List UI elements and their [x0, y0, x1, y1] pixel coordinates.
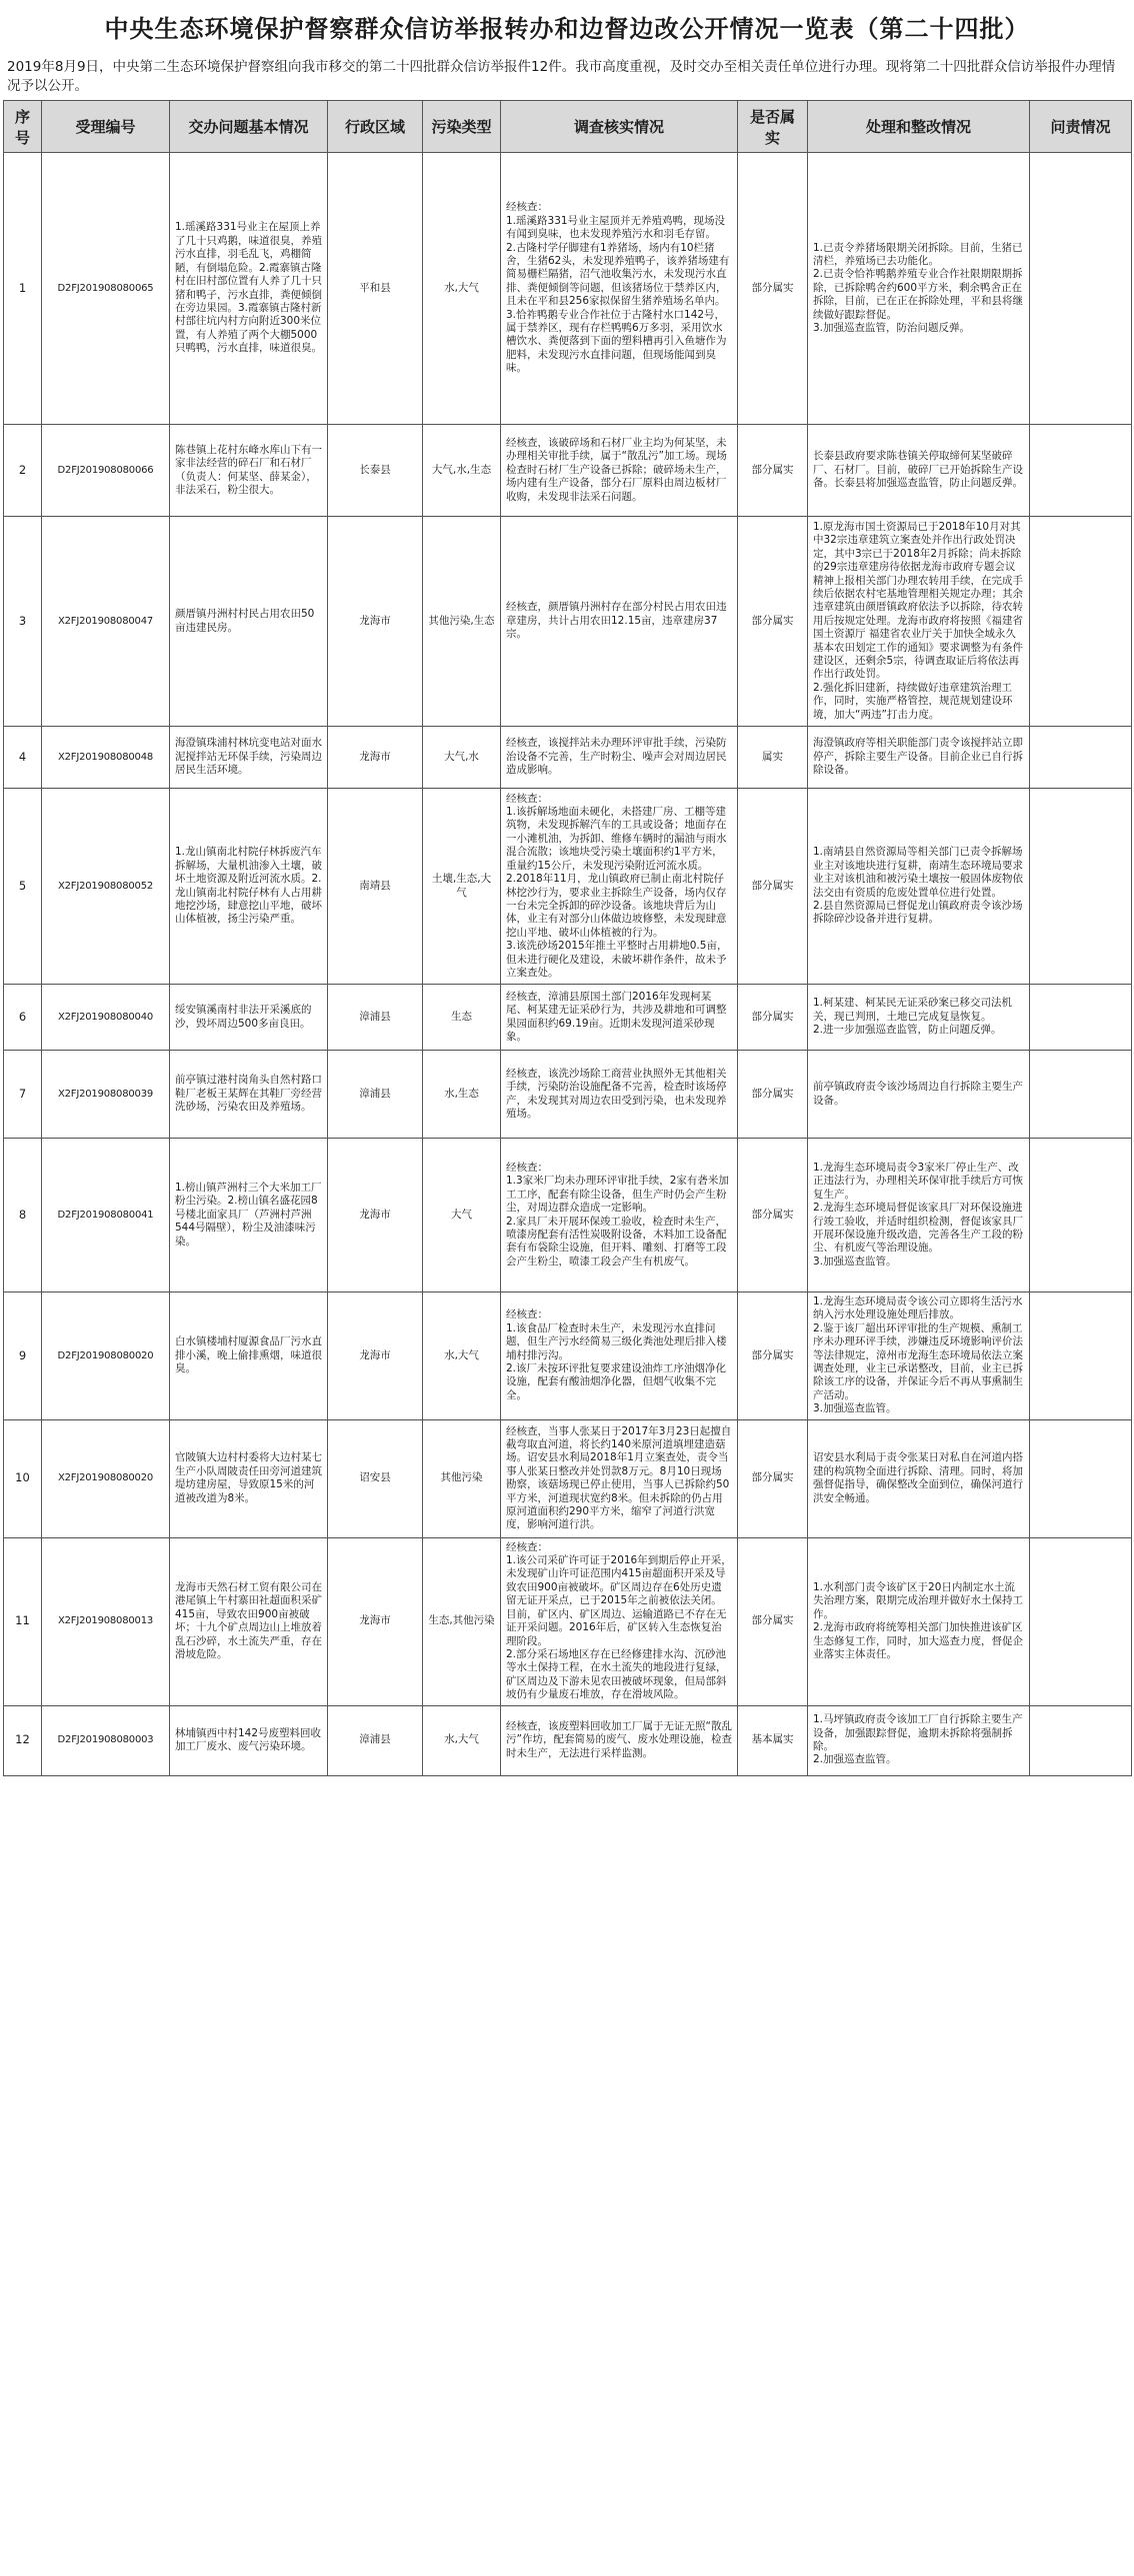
handling-measures-cell: 1.南靖县自然资源局等相关部门已责令拆解场业主对该地块进行复耕，南靖生态环境局要求业主对该机油和被污染土壤按一般固体废物依法交由有资质的危废处置单位进行处置。 2.县自然资源局已督促龙山镇政府责令该沙场拆除碎沙设备并进行复耕。 [808, 789, 1030, 985]
table-row [4, 1705, 1132, 1775]
accountability-cell [1030, 1292, 1132, 1420]
row-number-cell: 6 [4, 985, 42, 1051]
issue-summary-cell: 龙海市天然石材工贸有限公司在港尾镇上午村寨田社超面积采矿415亩，导致农田900亩被破坏；十九个矿点周边山上堆放着乱石沙碎，水土流失严重，存在滑坡危险。 [170, 1537, 328, 1705]
header-issue: 交办问题基本情况 [170, 101, 328, 153]
accept-code-cell: D2FJ201908080041 [42, 1139, 170, 1292]
handling-measures-cell: 前亭镇政府责令该沙场周边自行拆除主要生产设备。 [808, 1051, 1030, 1139]
admin-region-cell: 南靖县 [328, 789, 423, 985]
accept-code-cell: X2FJ201908080048 [42, 727, 170, 789]
table-row [4, 1051, 1132, 1139]
issue-summary-cell: 陈巷镇上花村东峰水库山下有一家非法经营的碎石厂和石材厂（负责人：何某坚、薛某金），非法采石，粉尘很大。 [170, 425, 328, 517]
table-row [4, 425, 1132, 517]
survey-findings-cell: 经核查： 1.该拆解场地面未硬化，未搭建厂房、工棚等建筑物，未发现拆解汽车的工具或设备；地面存在一小滩机油，为拆卸、维修车辆时的漏油与雨水混合流散；该地块受污染土壤面积约1平方米，重量约15公斤，未发现污染附近河流水质。 2.2018年11月，龙山镇政府已制止南北村院仔林挖沙行为，要求业主拆除生产设备，场内仅存一台未完全拆卸的碎沙设备。该地块背后为山体，业主有对部分山体做边坡修整，未发现肆意挖山平地、破坏山体植被的行为。 3.该洗砂场2015年推土平整时占用耕地0.5亩，但未进行硬化及建设，未破坏耕作条件，故未予立案查处。 [501, 789, 738, 985]
header-survey: 调查核实情况 [501, 101, 738, 153]
survey-findings-cell: 经核查，漳浦县原国土部门2016年发现柯某尾、柯某建无证采砂行为，共涉及耕地和可调整果园面积约69.19亩。近期未发现河道采砂现象。 [501, 985, 738, 1051]
row-number-cell: 4 [4, 727, 42, 789]
verdict-cell: 部分属实 [738, 1537, 808, 1705]
admin-region-cell: 漳浦县 [328, 985, 423, 1051]
table-row [4, 727, 1132, 789]
intro-paragraph: 2019年8月9日，中央第二生态环境保护督察组向我市移交的第二十四批群众信访举报件12件。我市高度重视，及时交办至相关责任单位进行办理。现将第二十四批群众信访举报件办理情况予以公开。 [7, 59, 1116, 94]
accept-code-cell: X2FJ201908080040 [42, 985, 170, 1051]
report-table [3, 100, 1132, 1776]
header-no: 序号 [4, 101, 42, 153]
table-header-row [4, 101, 1132, 153]
row-number-cell: 12 [4, 1705, 42, 1775]
accountability-cell [1030, 1139, 1132, 1292]
accept-code-cell: X2FJ201908080020 [42, 1419, 170, 1537]
accept-code-cell: D2FJ201908080003 [42, 1705, 170, 1775]
table-row [4, 1292, 1132, 1420]
row-number-cell: 11 [4, 1537, 42, 1705]
survey-findings-cell: 经核查： 1.该公司采矿许可证于2016年到期后停止开采，未发现矿山许可证范围内415亩超面积开采及导致农田900亩被破坏。矿区周边存在6处历史遗留无证开采点，已于2015年之前被依法关闭。目前，矿区内、矿区周边、运输道路已不存在无证开采问题。2016年后，矿区转入生态恢复治理阶段。 2.部分采石场地区存在已经修建排水沟、沉砂池等水土保持工程，在水土流失的地段进行复绿，矿区周边及下游未见农田被破坏现象，但局部斜坡仍有少量废石堆放，存在滑坡风险。 [501, 1537, 738, 1705]
issue-summary-cell: 官陂镇大边村村委将大边村某七生产小队周陂责任田旁河道建筑堤坊建房屋，导致原15米的河道被改道为8米。 [170, 1419, 328, 1537]
row-number-cell: 7 [4, 1051, 42, 1139]
accept-code-cell: X2FJ201908080013 [42, 1537, 170, 1705]
admin-region-cell: 龙海市 [328, 1537, 423, 1705]
pollution-type-cell: 大气,水 [423, 727, 501, 789]
verdict-cell: 部分属实 [738, 1419, 808, 1537]
survey-findings-cell: 经核查，该搅拌站未办理环评审批手续，污染防治设备不完善，生产时粉尘、噪声会对周边居民造成影响。 [501, 727, 738, 789]
handling-measures-cell: 1.柯某建、柯某民无证采砂案已移交司法机关，现已判刑，土地已完成复垦恢复。 2.进一步加强巡查监管，防止问题反弹。 [808, 985, 1030, 1051]
table-row [4, 517, 1132, 727]
row-number-cell: 8 [4, 1139, 42, 1292]
accept-code-cell: D2FJ201908080066 [42, 425, 170, 517]
row-number-cell: 3 [4, 517, 42, 727]
accept-code-cell: D2FJ201908080065 [42, 153, 170, 425]
row-number-cell: 2 [4, 425, 42, 517]
admin-region-cell: 漳浦县 [328, 1705, 423, 1775]
issue-summary-cell: 1.榜山镇芦洲村三个大米加工厂粉尘污染。2.榜山镇名盛花园8号楼北面家具厂（芦洲村芦洲544号隔壁），粉尘及油漆味污染。 [170, 1139, 328, 1292]
accept-code-cell: X2FJ201908080047 [42, 517, 170, 727]
verdict-cell: 部分属实 [738, 153, 808, 425]
accept-code-cell: D2FJ201908080020 [42, 1292, 170, 1420]
pollution-type-cell: 其他污染 [423, 1419, 501, 1537]
verdict-cell: 部分属实 [738, 1051, 808, 1139]
issue-summary-cell: 林埔镇西中村142号废塑料回收加工厂废水、废气污染环境。 [170, 1705, 328, 1775]
accept-code-cell: X2FJ201908080039 [42, 1051, 170, 1139]
survey-findings-cell: 经核查，当事人张某日于2017年3月23日起擅自截弯取直河道，将长约140米原河道填埋建造菇场。诏安县水利局2018年1月立案查处，责令当事人张某日整改并处罚款8万元。8月10日现场勘察，该菇场现已停止使用，当事人已拆除约50平方米，河道现状宽约8米。但未拆除的仍占用原河道面积约290平方米，缩窄了河道行洪宽度，影响河道行洪。 [501, 1419, 738, 1537]
admin-region-cell: 龙海市 [328, 1139, 423, 1292]
accountability-cell [1030, 727, 1132, 789]
survey-findings-cell: 经核查： 1.瑶溪路331号业主屋顶并无养殖鸡鸭，现场没有闻到臭味，也未发现养殖污水和羽毛存留。 2.古隆村学仔脚建有1养猪场，场内有10栏猪舍，生猪62头，未发现养殖鸭子，该养猪场建有简易栅栏隔猪，沼气池收集污水，未发现污水直排、粪便倾倒等问题，但该猪场位于禁养区内，且未在平和县256家拟保留生猪养殖场名单内。 3.恰祚鸭鹅专业合作社位于古隆村水口142号，属于禁养区，现有存栏鸭鸭6万多羽，采用饮水槽饮水、粪便落到下面的塑料槽再引入鱼塘作为肥料，未发现污水直排问题，但现场能闻到臭味。 [501, 153, 738, 425]
verdict-cell: 部分属实 [738, 1292, 808, 1420]
verdict-cell: 属实 [738, 727, 808, 789]
header-region: 行政区域 [328, 101, 423, 153]
header-type: 污染类型 [423, 101, 501, 153]
pollution-type-cell: 水,大气 [423, 1705, 501, 1775]
pollution-type-cell: 其他污染,生态 [423, 517, 501, 727]
handling-measures-cell: 1.原龙海市国土资源局已于2018年10月对其中32宗违章建筑立案查处并作出行政处罚决定，其中3宗已于2018年2月拆除；尚未拆除的29宗违章建房待依据龙海市政府专题会议精神上报相关部门办理农转用手续，在完成手续后依据农村宅基地管理相关规定办理；其余违章建筑由颜厝镇政府依法予以拆除，待农转用后按规定处理。龙海市政府将按照《福建省国土资源厅 福建省农业厅关于加快全域永久基本农田划定工作的通知》要求调整为有条件建设区，还剩余5宗，待调查取证后将依法再作出行政处罚。 2.强化拆旧建新，持续做好违章建筑治理工作，同时，实施严格管控，规范规划建设环境，加大“两违”打击力度。 [808, 517, 1030, 727]
row-number-cell: 9 [4, 1292, 42, 1420]
survey-findings-cell: 经核查，该破碎场和石材厂业主均为何某坚，未办理相关审批手续，属于“散乱污”加工场。现场检查时石材厂生产设备已拆除；破碎场未生产，场内建有生产设备，部分石厂原料由周边板材厂收购，未发现非法采石问题。 [501, 425, 738, 517]
verdict-cell: 部分属实 [738, 789, 808, 985]
row-number-cell: 5 [4, 789, 42, 985]
document-title: 中央生态环境保护督察群众信访举报转办和边督边改公开情况一览表（第二十四批） [104, 15, 1030, 43]
issue-summary-cell: 1.龙山镇南北村院仔林拆废汽车拆解场，大量机油渗入土壤，破坏土地资源及附近河流水质。2.龙山镇南北村院仔林有人占用耕地挖沙场，肆意挖山平地，破坏山体植被，扬尘污染严重。 [170, 789, 328, 985]
table-row [4, 1537, 1132, 1705]
survey-findings-cell: 经核查，该废塑料回收加工厂属于无证无照“散乱污”作坊，配套简易的废气、废水处理设施，检查时未生产，无法进行采样监测。 [501, 1705, 738, 1775]
table-row [4, 1419, 1132, 1537]
accountability-cell [1030, 1419, 1132, 1537]
accept-code-cell: X2FJ201908080052 [42, 789, 170, 985]
row-number-cell: 1 [4, 153, 42, 425]
accountability-cell [1030, 153, 1132, 425]
handling-measures-cell: 长泰县政府要求陈巷镇关停取缔何某坚破碎厂、石材厂。目前，破碎厂已开始拆除生产设备。长泰县将加强巡查监管，防止问题反弹。 [808, 425, 1030, 517]
header-accountability: 问责情况 [1030, 101, 1132, 153]
pollution-type-cell: 大气,水,生态 [423, 425, 501, 517]
accountability-cell [1030, 1051, 1132, 1139]
table-row [4, 789, 1132, 985]
verdict-cell: 部分属实 [738, 425, 808, 517]
handling-measures-cell: 1.龙海生态环境局责令3家米厂停止生产、改正违法行为，办理相关环保审批手续后方可恢复生产。 2.龙海生态环境局督促该家具厂对环保设施进行竣工验收，并适时组织检测，督促该家具厂开展环保设施升级改造，完善各生产工段的粉尘、有机废气等治理设施。 3.加强巡查监管。 [808, 1139, 1030, 1292]
survey-findings-cell: 经核查： 1.该食品厂检查时未生产，未发现污水直排问题，但生产污水经简易三级化粪池处理后排入楼埔村排污沟。 2.该厂未按环评批复要求建设油炸工序油烟净化设施，配套有酸油烟净化器，但烟气收集不完全。 [501, 1292, 738, 1420]
table-row [4, 985, 1132, 1051]
issue-summary-cell: 1.瑶溪路331号业主在屋顶上养了几十只鸡鹅，味道很臭，养殖污水直排，羽毛乱飞，鸡棚简陋，有倒塌危险。2.霞寨镇古隆村在旧村部位置有人养了几十只猪和鸭子，污水直排，粪便倾倒在旁边果园。3.霞寨镇古隆村新村部往坑内村方向附近300米位置，有人养殖了两个大棚5000只鸭鸭，污水直排，味道很臭。 [170, 153, 328, 425]
pollution-type-cell: 生态 [423, 985, 501, 1051]
handling-measures-cell: 诏安县水利局于责令张某日对私自在河道内搭建的构筑物全面进行拆除、清理。同时，将加强督促指导，确保整改全面到位，确保河道行洪安全畅通。 [808, 1419, 1030, 1537]
row-number-cell: 10 [4, 1419, 42, 1537]
verdict-cell: 部分属实 [738, 1139, 808, 1292]
accountability-cell [1030, 1537, 1132, 1705]
survey-findings-cell: 经核查： 1.3家米厂均未办理环评审批手续，2家有砻米加工工序，配套有除尘设备，但生产时仍会产生粉尘，对周边群众造成一定影响。 2.家具厂未开展环保竣工验收，检查时未生产，喷漆房配套有活性炭吸附设备，木料加工设备配套有布袋除尘设施，但开料、雕刻、打磨等工段会产生粉尘，喷漆工段会产生有机废气。 [501, 1139, 738, 1292]
handling-measures-cell: 1.已责令养猪场限期关闭拆除。目前，生猪已清栏，养殖场已去功能化。 2.已责令恰祚鸭鹅养殖专业合作社限期限期拆除，已拆除鸭舍约600平方米，剩余鸭舍正在拆除，目前，已在正在拆除处理，平和县将继续做好跟踪督促。 3.加强巡查监管，防治问题反弹。 [808, 153, 1030, 425]
handling-measures-cell: 1.水利部门责令该矿区于20日内制定水土流失治理方案，限期完成治理并做好水土保持工作。 2.龙海市政府将统筹相关部门加快推进该矿区生态修复工作，同时，加大巡查力度，督促企业落实主体责任。 [808, 1537, 1030, 1705]
issue-summary-cell: 前亭镇过港村岗角头自然村路口鞋厂老板王某辉在其鞋厂旁经营洗砂场，污染农田及养殖场。 [170, 1051, 328, 1139]
survey-findings-cell: 经核查，颜厝镇丹洲村存在部分村民占用农田违章建房，共计占用农田12.15亩，违章建房37宗。 [501, 517, 738, 727]
admin-region-cell: 平和县 [328, 153, 423, 425]
issue-summary-cell: 海澄镇珠浦村林坑变电站对面水泥搅拌站无环保手续，污染周边居民生活环境。 [170, 727, 328, 789]
header-verdict: 是否属实 [738, 101, 808, 153]
issue-summary-cell: 白水镇楼埔村厦源食品厂污水直排小溪，晚上偷排熏烟，味道很臭。 [170, 1292, 328, 1420]
admin-region-cell: 诏安县 [328, 1419, 423, 1537]
pollution-type-cell: 水,大气 [423, 153, 501, 425]
issue-summary-cell: 颜厝镇丹洲村村民占用农田50亩违建民房。 [170, 517, 328, 727]
accountability-cell [1030, 985, 1132, 1051]
accountability-cell [1030, 517, 1132, 727]
admin-region-cell: 龙海市 [328, 727, 423, 789]
admin-region-cell: 龙海市 [328, 1292, 423, 1420]
pollution-type-cell: 水,生态 [423, 1051, 501, 1139]
pollution-type-cell: 大气 [423, 1139, 501, 1292]
header-handling: 处理和整改情况 [808, 101, 1030, 153]
accountability-cell [1030, 1705, 1132, 1775]
admin-region-cell: 漳浦县 [328, 1051, 423, 1139]
pollution-type-cell: 生态,其他污染 [423, 1537, 501, 1705]
verdict-cell: 部分属实 [738, 985, 808, 1051]
verdict-cell: 基本属实 [738, 1705, 808, 1775]
accountability-cell [1030, 789, 1132, 985]
handling-measures-cell: 海澄镇政府等相关职能部门责令该搅拌站立即停产，拆除主要生产设备。目前企业已自行拆除设备。 [808, 727, 1030, 789]
survey-findings-cell: 经核查，该洗沙场除工商营业执照外无其他相关手续，污染防治设施配备不完善，检查时该场停产，未发现其对周边农田受到污染，也未发现养殖场。 [501, 1051, 738, 1139]
handling-measures-cell: 1.马坪镇政府责令该加工厂自行拆除主要生产设备，加强跟踪督促，逾期未拆除将强制拆除。 2.加强巡查监管。 [808, 1705, 1030, 1775]
issue-summary-cell: 绥安镇溪南村非法开采溪底的沙，毁坏周边500多亩良田。 [170, 985, 328, 1051]
header-code: 受理编号 [42, 101, 170, 153]
accountability-cell [1030, 425, 1132, 517]
pollution-type-cell: 水,大气 [423, 1292, 501, 1420]
verdict-cell: 部分属实 [738, 517, 808, 727]
pollution-type-cell: 土壤,生态,大气 [423, 789, 501, 985]
admin-region-cell: 长泰县 [328, 425, 423, 517]
table-row [4, 1139, 1132, 1292]
table-row [4, 153, 1132, 425]
admin-region-cell: 龙海市 [328, 517, 423, 727]
handling-measures-cell: 1.龙海生态环境局责令该公司立即将生活污水纳入污水处理设施处理后排放。 2.鉴于该厂超出环评审批的生产规模、熏制工序未办理环评手续，涉嫌违反环境影响评价法等法律规定，漳州市龙海生态环境局依法立案调查处理，业主已承诺整改，目前，业主已拆除该工序的设备，并保证今后不再从事熏制生产活动。 3.加强巡查监管。 [808, 1292, 1030, 1420]
